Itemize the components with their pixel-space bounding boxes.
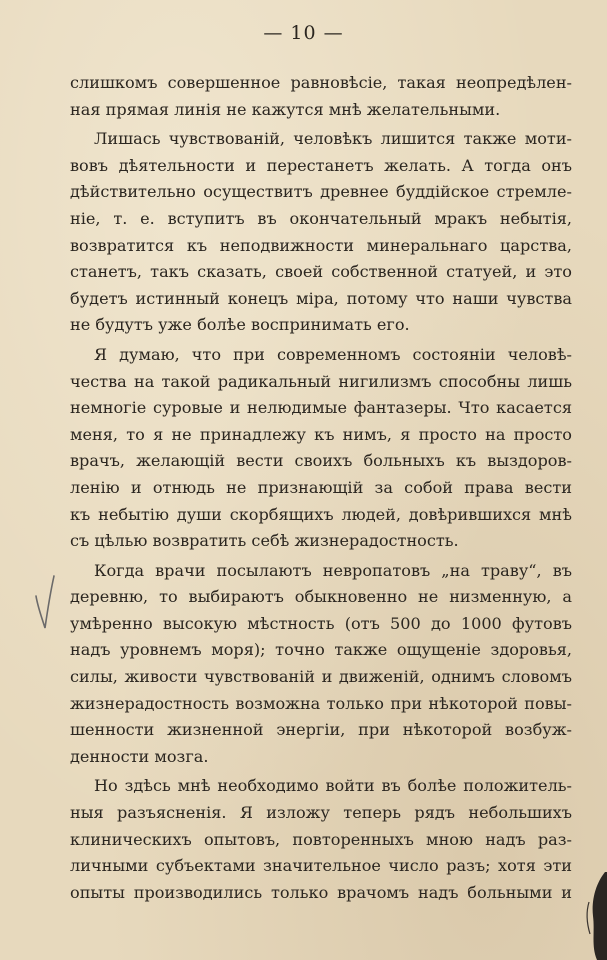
text-line: денности мозга. bbox=[70, 746, 209, 766]
text-line: шенности жизненной энергіи, при нѣкоторой возбуж- bbox=[70, 720, 572, 740]
text-line: Я думаю, что при современномъ состояніи человѣ- bbox=[94, 344, 572, 364]
text-line: вовъ дѣятельности и перестанетъ желать. А тогда онъ bbox=[70, 155, 572, 175]
paragraph bbox=[70, 773, 572, 906]
text-line: немногіе суровые и нелюдимые фантазеры. Что касается bbox=[70, 398, 572, 418]
page-edge-ink-mark bbox=[583, 872, 607, 960]
text-line: деревню, то выбираютъ обыкновенно не низменную, а bbox=[70, 587, 572, 607]
text-line: съ цѣлью возвратить себѣ жизнерадостность. bbox=[70, 531, 459, 551]
text-line: Лишась чувствованій, человѣкъ лишится также моти- bbox=[94, 129, 572, 149]
text-line: личными субъектами значительное число разъ; хотя эти bbox=[70, 856, 572, 876]
body-text bbox=[70, 70, 572, 906]
text-line: ніе, т. е. вступитъ въ окончательный мракъ небытія, bbox=[70, 208, 572, 228]
text-line: силы, живости чувствованій и движеній, однимъ словомъ bbox=[70, 667, 572, 687]
paragraph bbox=[70, 558, 572, 771]
text-line: слишкомъ совершенное равновѣсіе, такая неопредѣлен- bbox=[70, 73, 572, 92]
text-line: чества на такой радикальный нигилизмъ способны лишь bbox=[70, 371, 572, 391]
paragraph bbox=[70, 126, 572, 339]
text-line: дѣйствительно осуществитъ древнее буддійское стремле- bbox=[70, 182, 572, 202]
text-line: къ небытію души скорбящихъ людей, довѣрившихся мнѣ bbox=[70, 504, 572, 524]
text-line: опыты производились только врачомъ надъ больными и bbox=[70, 882, 572, 902]
text-line: врачъ, желающій вести своихъ больныхъ къ выздоров- bbox=[70, 451, 572, 471]
text-line: станетъ, такъ сказать, своей собственной статуей, и это bbox=[70, 262, 572, 282]
text-line: Когда врачи посылаютъ невропатовъ „на траву“, въ bbox=[94, 560, 572, 580]
paragraph bbox=[70, 342, 572, 555]
page-number: — 10 — bbox=[263, 22, 344, 44]
pencil-checkmark-icon bbox=[32, 574, 58, 632]
text-line: ленію и отнюдь не признающій за собой права вести bbox=[70, 477, 572, 497]
text-line: надъ уровнемъ моря); точно также ощущеніе здоровья, bbox=[70, 640, 572, 660]
text-line: Но здѣсь мнѣ необходимо войти въ болѣе положитель- bbox=[94, 776, 572, 796]
text-line: меня, то я не принадлежу къ нимъ, я просто на просто bbox=[70, 424, 572, 444]
paragraph bbox=[70, 70, 572, 123]
text-line: не будутъ уже болѣе воспринимать его. bbox=[70, 315, 410, 335]
text-line: будетъ истинный конецъ міра, потому что наши чувства bbox=[70, 288, 572, 308]
text-line: клиническихъ опытовъ, повторенныхъ мною надъ раз- bbox=[70, 829, 572, 849]
text-line: возвратится къ неподвижности минеральнаго царства, bbox=[70, 235, 572, 255]
text-line: ная прямая линія не кажутся мнѣ желательными. bbox=[70, 99, 501, 119]
text-line: жизнерадостность возможна только при нѣкоторой повы- bbox=[70, 693, 572, 713]
text-line: умѣренно высокую мѣстность (отъ 500 до 1000 футовъ bbox=[70, 613, 572, 633]
text-line: ныя разъясненія. Я изложу теперь рядъ небольшихъ bbox=[70, 803, 572, 823]
